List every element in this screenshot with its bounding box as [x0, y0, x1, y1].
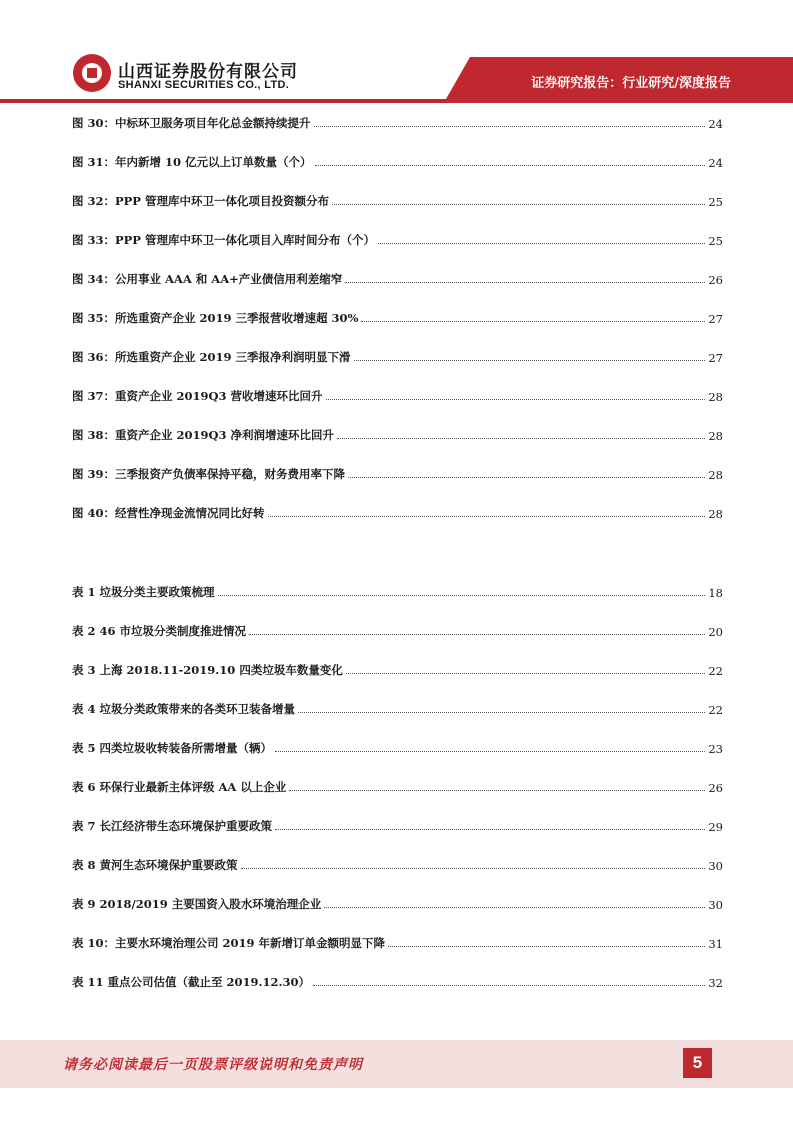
toc-entry-page: 23 — [708, 742, 723, 756]
toc-entry-label: 图 40：经营性净现金流情况同比好转 — [72, 506, 265, 520]
toc-entry-label: 图 31：年内新增 10 亿元以上订单数量（个） — [72, 155, 312, 169]
toc-figure-entry[interactable] — [72, 269, 723, 287]
toc-entry-label: 图 34：公用事业 AAA 和 AA+产业债信用利差缩窄 — [72, 272, 343, 286]
toc-entry-label: 图 38：重资产企业 2019Q3 净利润增速环比回升 — [72, 428, 335, 442]
toc-table-entry[interactable] — [72, 738, 723, 756]
toc-figure-entry[interactable] — [72, 113, 723, 131]
toc-entry-page: 27 — [708, 312, 723, 326]
toc-figure-entry[interactable] — [72, 464, 723, 482]
toc-entry-page: 24 — [708, 156, 723, 170]
toc-entry-label: 图 37：重资产企业 2019Q3 营收增速环比回升 — [72, 389, 323, 403]
toc-entry-page: 27 — [708, 351, 723, 365]
toc-table-entry[interactable] — [72, 972, 723, 990]
toc-entry-page: 29 — [708, 820, 723, 834]
toc-entry-label: 图 33：PPP 管理库中环卫一体化项目入库时间分布（个） — [72, 233, 375, 247]
page-footer — [0, 1040, 793, 1088]
toc-table-entry[interactable] — [72, 660, 723, 678]
toc-table-entry[interactable] — [72, 777, 723, 795]
toc-entry-label: 表 4 垃圾分类政策带来的各类环卫装备增量 — [72, 702, 296, 716]
toc-entry-label: 图 30：中标环卫服务项目年化总金额持续提升 — [72, 116, 311, 130]
disclaimer-notice: 请务必阅读最后一页股票评级说明和免责声明 — [63, 1057, 363, 1073]
toc-entry-page: 18 — [708, 586, 723, 600]
toc-entry-label: 表 2 46 市垃圾分类制度推进情况 — [72, 624, 247, 638]
toc-entry-label: 表 11 重点公司估值（截止至 2019.12.30） — [72, 975, 311, 989]
toc-table-entry[interactable] — [72, 699, 723, 717]
toc-table-entry[interactable] — [72, 816, 723, 834]
toc-entry-page: 28 — [708, 390, 723, 404]
toc-entry-label: 表 8 黄河生态环境保护重要政策 — [72, 858, 238, 872]
toc-entry-page: 28 — [708, 429, 723, 443]
page-header — [0, 0, 793, 105]
toc-figure-entry[interactable] — [72, 152, 723, 170]
toc-entry-page: 26 — [708, 781, 723, 795]
toc-entry-label: 图 36：所选重资产企业 2019 三季报净利润明显下滑 — [72, 350, 351, 364]
report-type-tag: 证券研究报告：行业研究/深度报告 — [531, 76, 731, 91]
toc-figure-entry[interactable] — [72, 347, 723, 365]
toc-figure-entry[interactable] — [72, 191, 723, 209]
toc-entry-page: 28 — [708, 468, 723, 482]
toc-entry-label: 表 9 2018/2019 主要国资入股水环境治理企业 — [72, 897, 322, 911]
company-name-cn: 山西证券股份有限公司 — [118, 62, 298, 82]
toc-entry-page: 22 — [708, 703, 723, 717]
toc-figure-entry[interactable] — [72, 503, 723, 521]
toc-entry-page: 31 — [708, 937, 723, 951]
toc-entry-label: 表 1 垃圾分类主要政策梳理 — [72, 585, 215, 599]
toc-entry-page: 30 — [708, 898, 723, 912]
toc-table-entry[interactable] — [72, 582, 723, 600]
toc-entry-label: 表 5 四类垃圾收转装备所需增量（辆） — [72, 741, 273, 755]
toc-entry-label: 表 10：主要水环境治理公司 2019 年新增订单金额明显下降 — [72, 936, 386, 950]
toc-entry-label: 图 39：三季报资产负债率保持平稳，财务费用率下降 — [72, 467, 346, 481]
toc-figure-entry[interactable] — [72, 308, 723, 326]
toc-table-entry[interactable] — [72, 855, 723, 873]
toc-entry-page: 25 — [708, 195, 723, 209]
toc-entry-page: 26 — [708, 273, 723, 287]
company-name-en: SHANXI SECURITIES CO., LTD. — [118, 79, 290, 91]
toc-entry-label: 表 6 环保行业最新主体评级 AA 以上企业 — [72, 780, 287, 794]
toc-figure-entry[interactable] — [72, 230, 723, 248]
toc-table-entry[interactable] — [72, 933, 723, 951]
toc-figure-entry[interactable] — [72, 386, 723, 404]
page-number: 5 — [683, 1048, 712, 1078]
toc-table-entry[interactable] — [72, 894, 723, 912]
toc-entry-label: 图 35：所选重资产企业 2019 三季报营收增速超 30% — [72, 311, 359, 325]
toc-entry-page: 25 — [708, 234, 723, 248]
toc-figure-entry[interactable] — [72, 425, 723, 443]
toc-entry-page: 24 — [708, 117, 723, 131]
toc-entry-page: 22 — [708, 664, 723, 678]
company-logo-icon — [73, 54, 111, 92]
toc-table-entry[interactable] — [72, 621, 723, 639]
toc-entry-page: 20 — [708, 625, 723, 639]
toc-entry-label: 表 3 上海 2018.11-2019.10 四类垃圾车数量变化 — [72, 663, 343, 677]
toc-entry-label: 表 7 长江经济带生态环境保护重要政策 — [72, 819, 273, 833]
toc-entry-page: 32 — [708, 976, 723, 990]
toc-entry-label: 图 32：PPP 管理库中环卫一体化项目投资额分布 — [72, 194, 329, 208]
toc-entry-page: 28 — [708, 507, 723, 521]
toc-entry-page: 30 — [708, 859, 723, 873]
